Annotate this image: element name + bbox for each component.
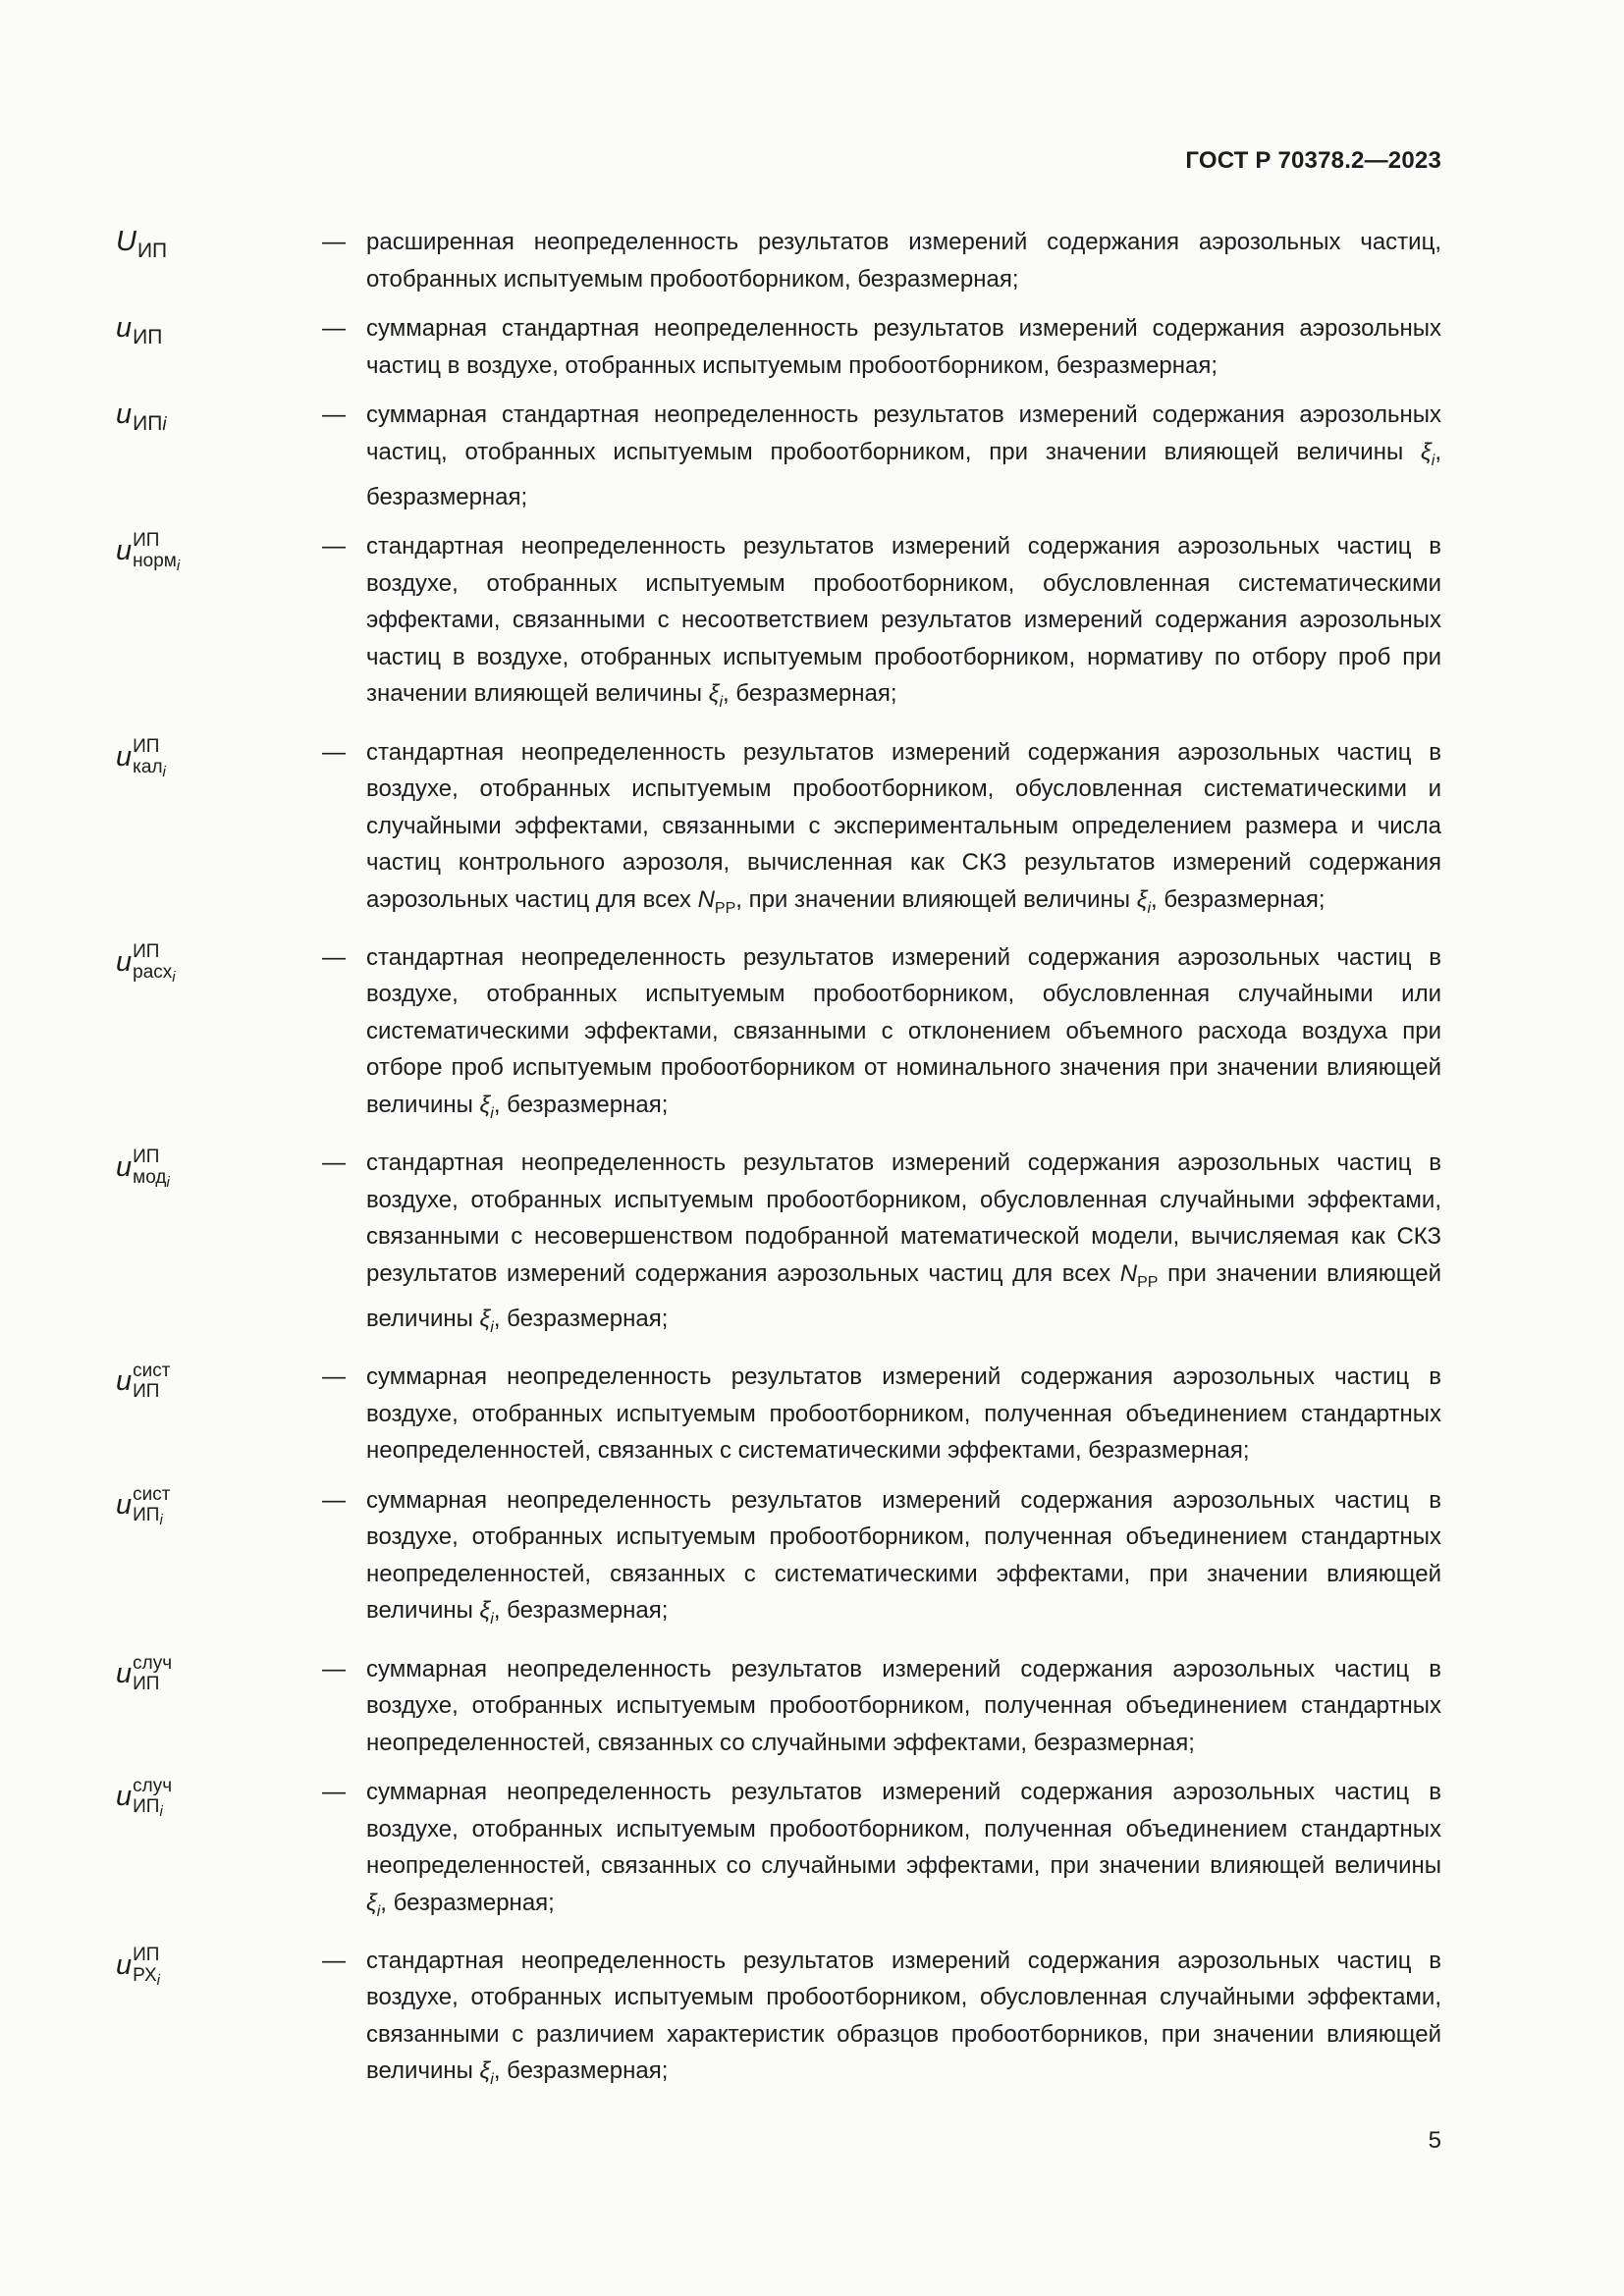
symbol-subscript: расх$_i$ <box>133 961 176 986</box>
document-header: ГОСТ Р 70378.2—2023 <box>1185 147 1441 174</box>
symbol-superscript: случ <box>133 1776 173 1797</box>
definition-row <box>116 1359 1441 1469</box>
symbol-base: u <box>116 1657 133 1689</box>
symbol-subscript-index: i <box>159 1803 163 1821</box>
definition-dash: — <box>322 229 346 255</box>
definition-text: стандартная неопределенность результатов измерений содержания аэрозольных частиц в воздухе, отобранных испытуемым пробоотборником, обусловленная систематическими эффектами, связанными с несоответствием результатов измерений содержания аэрозольных частиц в воздухе, отобранных испытуемым пробоотборником, нормативу по отбору проб при значении влияющей величины $\xi_i$, безразмерная; <box>366 533 1441 712</box>
definition-symbol <box>116 226 167 263</box>
definition-dash: — <box>322 315 346 342</box>
definition-dash: — <box>322 738 346 766</box>
definition-text: суммарная неопределенность результатов измерений содержания аэрозольных частиц в воздухе, отобранных испытуемым пробоотборником, полученная объединением стандартных неопределенностей, связанных со случайными эффектами, при значении влияющей величины $\xi_i$, безразмерная; <box>366 1779 1441 1920</box>
definition-row <box>116 939 1441 1132</box>
definition-row <box>116 1145 1441 1346</box>
definition-symbol <box>116 736 166 782</box>
symbol-base: u <box>116 1781 133 1813</box>
symbol-subscript-index: i <box>166 1174 170 1192</box>
definition-text: расширенная неопределенность результатов измерений содержания аэрозольных частиц, отобранных испытуемым пробоотборником, безразмерная; <box>366 229 1441 293</box>
symbol-indices <box>133 1361 170 1402</box>
symbol-subscript: ИП <box>133 1673 160 1694</box>
symbol-subscript: кал$_i$ <box>133 756 166 780</box>
symbol-superscript: сист <box>133 1483 171 1505</box>
symbol-subscript-index: i <box>162 763 166 780</box>
symbol-subscript: ИПi <box>133 412 167 435</box>
symbol-subscript: $РХ_i$ <box>133 1964 160 1989</box>
definition-row <box>116 1943 1441 2099</box>
definition-row <box>116 310 1441 384</box>
symbol-base: u <box>116 1488 133 1521</box>
symbol-superscript: ИП <box>133 530 160 552</box>
symbol-subscript: $ИП_i$ <box>133 1504 163 1528</box>
symbol-base: u <box>116 312 133 344</box>
symbol-superscript: ИП <box>133 1147 160 1168</box>
definition-dash: — <box>322 1947 346 1974</box>
definition-dash: — <box>322 1655 346 1682</box>
symbol-superscript: ИП <box>133 1944 160 1965</box>
definition-text: стандартная неопределенность результатов измерений содержания аэрозольных частиц в воздухе, отобранных испытуемым пробоотборником, обусловленная случайными эффектами, связанными с различием характеристик образцов пробоотборников, при значении влияющей величины $\xi_i$, безразмерная; <box>366 1947 1441 2089</box>
definition-symbol <box>116 1776 172 1822</box>
page-number: 5 <box>1428 2127 1441 2154</box>
definition-text: суммарная неопределенность результатов измерений содержания аэрозольных частиц в воздухе, отобранных испытуемым пробоотборником, полученная объединением стандартных неопределенностей, связанных с систематическими эффектами, при значении влияющей величины $\xi_i$, безразмерная; <box>366 1486 1441 1629</box>
definition-row <box>116 1651 1441 1762</box>
definition-symbol <box>116 312 162 349</box>
definition-symbol <box>116 530 180 576</box>
definition-text: суммарная стандартная неопределенность результатов измерений содержания аэрозольных частиц в воздухе, отобранных испытуемым пробоотборником, безразмерная; <box>366 315 1441 379</box>
definition-text: суммарная стандартная неопределенность результатов измерений содержания аэрозольных частиц, отобранных испытуемым пробоотборником, при значении влияющей величины $\xi_i$, безразмерная; <box>366 401 1441 510</box>
definition-text: стандартная неопределенность результатов измерений содержания аэрозольных частиц в воздухе, отобранных испытуемым пробоотборником, обусловленная систематическими и случайными эффектами, связанными с экспериментальным определением размера и числа частиц контрольного аэрозоля, вычисленная как СКЗ результатов измерений содержания аэрозольных частиц для всех $N_{PP}$, при значении влияющей величины $\xi_i$, безразмерная; <box>366 738 1441 917</box>
definition-dash: — <box>322 943 346 971</box>
symbol-indices <box>133 1653 172 1694</box>
definition-dash: — <box>322 1779 346 1806</box>
symbol-base: u <box>116 740 133 773</box>
definitions-list <box>116 224 1441 2111</box>
definition-text: суммарная неопределенность результатов измерений содержания аэрозольных частиц в воздухе, отобранных испытуемым пробоотборником, полученная объединением стандартных неопределенностей, связанных с систематическими эффектами, безразмерная; <box>366 1363 1441 1465</box>
symbol-indices <box>133 1776 172 1822</box>
definition-dash: — <box>322 1363 346 1391</box>
definition-text: суммарная неопределенность результатов измерений содержания аэрозольных частиц в воздухе, отобранных испытуемым пробоотборником, полученная объединением стандартных неопределенностей, связанных со случайными эффектами, безразмерная; <box>366 1655 1441 1756</box>
symbol-indices <box>133 1484 170 1530</box>
symbol-superscript: ИП <box>133 940 160 962</box>
definition-dash: — <box>322 1486 346 1514</box>
symbol-base: u <box>116 945 133 978</box>
symbol-subscript: ИП <box>133 326 163 348</box>
symbol-base: u <box>116 399 133 430</box>
definition-text: стандартная неопределенность результатов измерений содержания аэрозольных частиц в воздухе, отобранных испытуемым пробоотборником, обусловленная случайными или систематическими эффектами, связанными с отклонением объемного расхода воздуха при отборе проб испытуемым пробоотборником от номинального значения при значении влияющей величины $\xi_i$, безразмерная; <box>366 943 1441 1122</box>
symbol-indices <box>133 1147 170 1193</box>
symbol-base: u <box>116 535 133 567</box>
definition-row <box>116 734 1441 927</box>
symbol-indices <box>133 736 166 782</box>
symbol-subscript: норм$_i$ <box>133 551 181 575</box>
definition-row <box>116 528 1441 721</box>
definition-text: стандартная неопределенность результатов измерений содержания аэрозольных частиц в воздухе, отобранных испытуемым пробоотборником, обусловленная случайными эффектами, связанными с несовершенством подобранной математической модели, вычисляемая как СКЗ результатов измерений содержания аэрозольных частиц для всех $N_{PP}$ при значении влияющей величины $\xi_i$, безразмерная; <box>366 1149 1441 1336</box>
definition-row <box>116 397 1441 515</box>
symbol-indices <box>133 941 175 988</box>
definition-dash: — <box>322 1149 346 1177</box>
symbol-base: U <box>116 226 136 257</box>
definition-dash: — <box>322 401 346 428</box>
definition-symbol <box>116 1147 170 1193</box>
symbol-subscript-index: i <box>156 1971 160 1989</box>
symbol-indices <box>133 1945 160 1991</box>
symbol-subscript-index: i <box>176 558 181 575</box>
symbol-base: u <box>116 1365 133 1398</box>
symbol-subscript: $ИП_i$ <box>133 1796 163 1821</box>
definition-row <box>116 224 1441 297</box>
symbol-superscript: ИП <box>133 735 160 757</box>
symbol-indices <box>133 530 180 576</box>
symbol-superscript: случ <box>133 1652 173 1674</box>
definition-symbol <box>116 1945 160 1991</box>
definition-symbol <box>116 941 176 988</box>
symbol-subscript-index: i <box>162 414 167 435</box>
symbol-base: u <box>116 1151 133 1184</box>
definition-symbol <box>116 1653 172 1694</box>
symbol-subscript: ИП <box>133 1381 160 1403</box>
symbol-superscript: сист <box>133 1361 171 1382</box>
symbol-base: u <box>116 1949 133 1981</box>
definition-dash: — <box>322 533 346 561</box>
definition-symbol <box>116 1484 170 1530</box>
definition-symbol <box>116 399 167 436</box>
definition-row <box>116 1482 1441 1638</box>
symbol-subscript-index: i <box>159 1511 163 1528</box>
definition-row <box>116 1774 1441 1930</box>
symbol-subscript: ИП <box>136 240 168 262</box>
symbol-subscript-index: i <box>172 968 176 986</box>
symbol-subscript: мод$_i$ <box>133 1167 170 1192</box>
definition-symbol <box>116 1361 170 1402</box>
